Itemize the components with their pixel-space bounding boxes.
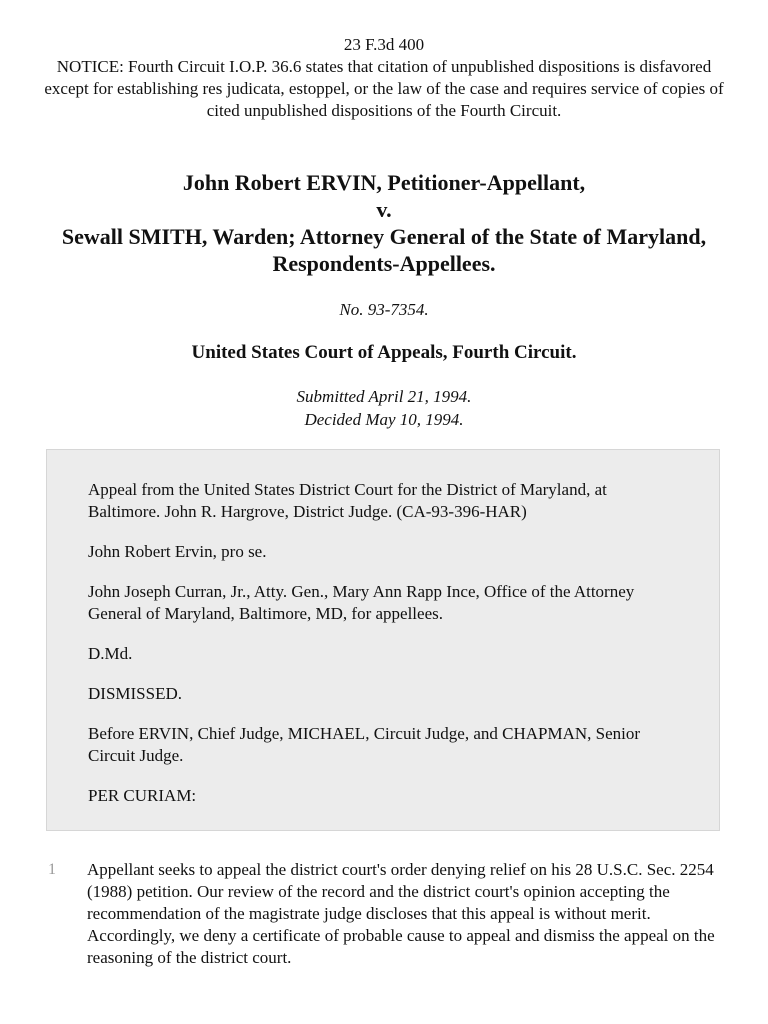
disposition-text: DISMISSED.: [88, 684, 182, 703]
appellant-counsel-text: John Robert Ervin, pro se.: [88, 542, 267, 561]
respondents-name: Sewall SMITH, Warden; Attorney General of the State of Maryland, Respondents-Appellees.: [61, 224, 707, 276]
document-header: [40, 34, 728, 122]
petitioner-name: John Robert ERVIN, Petitioner-Appellant,: [182, 170, 586, 195]
unpublished-notice: NOTICE: Fourth Circuit I.O.P. 36.6 states that citation of unpublished dispositions is disfavored except for establishing res judicata, estoppel, or the law of the case and requires service of copies of cited unpublished dispositions of the Fourth Circuit.: [44, 57, 724, 120]
panel-text: Before ERVIN, Chief Judge, MICHAEL, Circuit Judge, and CHAPMAN, Senior Circuit Judge.: [88, 724, 641, 765]
submitted-date: Submitted April 21, 1994.: [296, 387, 472, 406]
appellee-counsel-text: John Joseph Curran, Jr., Atty. Gen., Mary Ann Rapp Ince, Office of the Attorney General of Maryland, Baltimore, MD, for appellees.: [88, 582, 635, 623]
per-curiam-label: PER CURIAM:: [88, 786, 197, 805]
versus-label: v.: [376, 197, 392, 222]
case-dates: [40, 385, 728, 431]
case-citation: 23 F.3d 400: [343, 35, 425, 54]
case-info-box: [46, 449, 720, 831]
appeal-from-text: Appeal from the United States District Court for the District of Maryland, at Baltimore. John R. Hargrove, District Judge. (CA-93-396-HAR): [88, 480, 607, 521]
decided-date: Decided May 10, 1994.: [304, 410, 464, 429]
docket-number: No. 93-7354.: [339, 300, 429, 319]
paragraph-number: 1: [48, 861, 56, 878]
court-name: United States Court of Appeals, Fourth Circuit.: [191, 342, 577, 363]
district-text: D.Md.: [88, 644, 133, 663]
case-caption: [40, 169, 728, 277]
opinion-paragraph: Appellant seeks to appeal the district court's order denying relief on his 28 U.S.C. Sec. 2254 (1988) petition. Our review of the record and the district court's opinion accepting the recommendation of the magistrate judge discloses that this appeal is without merit. Accordingly, we deny a certificate of probable cause to appeal and dismiss the appeal on the reasoning of the district court.: [87, 860, 715, 967]
